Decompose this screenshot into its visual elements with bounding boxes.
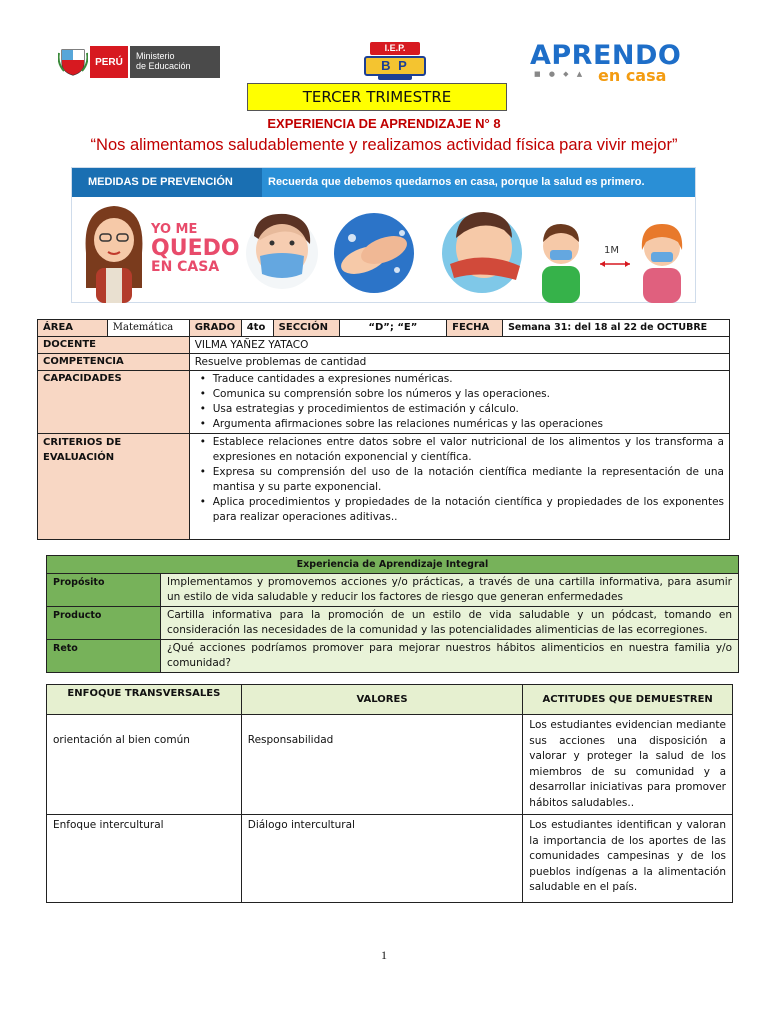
competencia-value: Resuelve problemas de cantidad	[189, 354, 729, 371]
enfoque-header: ENFOQUE TRANSVERSALES	[47, 685, 242, 715]
experiencia-title: EXPERIENCIA DE APRENDIZAJE N° 8	[267, 116, 501, 131]
seccion-label: SECCIÓN	[273, 320, 339, 337]
producto-text: Cartilla informativa para la promoción de un estilo de vida saludable y un pódcast, tomando en consideración las necesidades de la comunidad y las potencialidades alimenticias de las ecorregiones.	[161, 607, 739, 640]
girl-icon	[86, 206, 143, 303]
proposito-text: Implementamos y promovemos acciones y/o prácticas, a través de una cartilla informativa, para asumir un estilo de vida saludable y reducir los factores de riesgo que generan enfermedades	[161, 574, 739, 607]
cough-elbow-icon	[442, 212, 522, 293]
valor-cell: Responsabilidad	[241, 715, 523, 815]
minedu-logo	[56, 46, 220, 78]
proposito-label: Propósito	[47, 574, 161, 607]
prevention-illustration	[72, 198, 697, 303]
info-row-criterios	[38, 434, 730, 540]
banner-right-text: Recuerda que debemos quedarnos en casa, porque la salud es primero.	[268, 176, 645, 188]
school-logo-initials: B P	[364, 56, 426, 76]
trimestre-title: TERCER TRIMESTRE	[247, 83, 507, 111]
grado-value: 4to	[241, 320, 273, 337]
table-row	[47, 715, 733, 815]
svg-text:YO ME: YO ME	[151, 222, 198, 237]
fecha-label: FECHA	[447, 320, 503, 337]
info-row-competencia	[38, 354, 730, 371]
reto-text: ¿Qué acciones podríamos promover para mejorar nuestros hábitos alimenticios en nuestra familia y/o comunidad?	[161, 640, 739, 673]
producto-label: Producto	[47, 607, 161, 640]
area-label: ÁREA	[38, 320, 108, 337]
info-table	[37, 319, 730, 540]
grado-label: GRADO	[189, 320, 241, 337]
area-value: Matemática	[107, 320, 189, 337]
list-item: • Establece relaciones entre datos sobre el valor nutricional de los alimentos y los transforma a expresiones en notación exponencial y científica.	[195, 435, 724, 465]
svg-text:QUEDO: QUEDO	[151, 236, 240, 261]
actitud-cell: Los estudiantes evidencian mediante sus acciones una disposición a valorar y proteger la salud de los miembros de su comunidad y a desarrollar iniciativas para promover hábitos saludables..	[523, 715, 733, 815]
list-item: • Argumenta afirmaciones sobre las relaciones numéricas y las operaciones	[195, 417, 724, 432]
capacidades-label: CAPACIDADES	[38, 371, 190, 434]
school-logo	[364, 42, 426, 80]
info-row-area	[38, 320, 730, 337]
seccion-value: “D”; “E”	[339, 320, 447, 337]
actitudes-header: ACTITUDES QUE DEMUESTREN	[523, 685, 733, 715]
integral-caption: Experiencia de Aprendizaje Integral	[47, 556, 739, 574]
criterios-list	[189, 434, 729, 540]
banner-left-text: MEDIDAS DE PREVENCIÓN	[72, 168, 262, 197]
experiencia-lema: “Nos alimentamos saludablemente y realizamos actividad física para vivir mejor”	[90, 136, 678, 154]
social-distance-icon	[542, 224, 682, 303]
aprendo-subtitle: en casa	[598, 66, 667, 85]
svg-text:EN CASA: EN CASA	[151, 259, 220, 275]
minedu-name: Ministerio de Educación	[130, 46, 220, 78]
competencia-label: COMPETENCIA	[38, 354, 190, 371]
peru-shield-icon	[56, 46, 90, 78]
valores-header: VALORES	[241, 685, 523, 715]
svg-text:1M: 1M	[604, 245, 619, 256]
enfoque-cell: Enfoque intercultural	[47, 815, 242, 903]
list-item: • Aplica procedimientos y propiedades de la notación científica y propiedades de los exponentes para realizar operaciones aditivas..	[195, 495, 724, 525]
info-row-docente	[38, 337, 730, 354]
prevention-banner	[71, 167, 696, 303]
table-row	[47, 815, 733, 903]
page-number: 1	[381, 948, 387, 962]
enfoques-header-row	[47, 685, 733, 715]
aprendo-dots-icon: ■ ● ◆ ▲	[534, 70, 586, 78]
docente-value: VILMA YAÑEZ YATACO	[189, 337, 729, 354]
school-logo-top: I.E.P.	[370, 42, 420, 55]
school-logo-base	[378, 75, 412, 80]
info-row-capacidades	[38, 371, 730, 434]
docente-label: DOCENTE	[38, 337, 190, 354]
capacidades-list	[189, 371, 729, 434]
aprendo-title: APRENDO	[530, 40, 682, 71]
criterios-label: CRITERIOS DE EVALUACIÓN	[38, 434, 190, 540]
fecha-value: Semana 31: del 18 al 22 de OCTUBRE	[503, 320, 730, 337]
hand-washing-icon	[334, 213, 414, 293]
peru-label: PERÚ	[90, 46, 130, 78]
integral-table	[46, 555, 739, 673]
face-mask-icon	[246, 214, 318, 289]
enfoques-table	[46, 684, 733, 903]
actitud-cell: Los estudiantes identifican y valoran la importancia de los aportes de las comunidades campesinas y de los pueblos indígenas a la alimentación saludable en el país.	[523, 815, 733, 903]
table-row	[47, 607, 739, 640]
table-row	[47, 640, 739, 673]
list-item: • Usa estrategias y procedimientos de estimación y cálculo.	[195, 402, 724, 417]
valor-cell: Diálogo intercultural	[241, 815, 523, 903]
aprendo-en-casa-logo	[530, 40, 700, 85]
reto-label: Reto	[47, 640, 161, 673]
list-item: • Comunica su comprensión sobre los números y las operaciones.	[195, 387, 724, 402]
enfoque-cell: orientación al bien común	[47, 715, 242, 815]
list-item: • Expresa su comprensión del uso de la notación científica mediante la representación de una mantisa y su parte exponencial.	[195, 465, 724, 495]
table-row	[47, 574, 739, 607]
list-item: • Traduce cantidades a expresiones numéricas.	[195, 372, 724, 387]
